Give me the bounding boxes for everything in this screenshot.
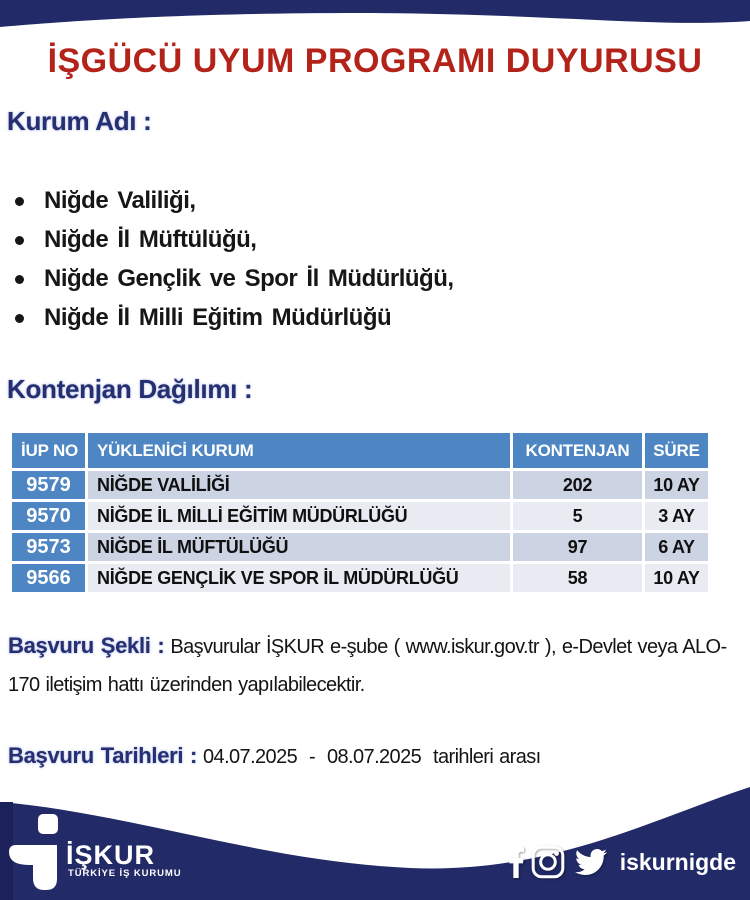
table-cell-iup-no: 9573 xyxy=(12,533,85,561)
application-dates-paragraph xyxy=(8,737,750,776)
table-cell-kontenjan: 5 xyxy=(513,502,642,530)
section-label-basvuru-tarihleri: Başvuru Tarihleri : xyxy=(8,743,198,768)
quota-table xyxy=(12,433,708,592)
application-dates-text: 04.07.2025 - 08.07.2025 tarihleri arası xyxy=(203,746,541,768)
table-cell-iup-no: 9570 xyxy=(12,502,85,530)
application-method-paragraph xyxy=(8,627,750,704)
table-cell-sure: 10 AY xyxy=(645,471,708,499)
list-item-text: Niğde İl Müftülüğü, xyxy=(44,226,257,253)
list-item-text: Niğde Gençlik ve Spor İl Müdürlüğü, xyxy=(44,265,454,292)
table-cell-kurum: NİĞDE GENÇLİK VE SPOR İL MÜDÜRLÜĞÜ xyxy=(88,564,510,592)
section-label-kurum-adi: Kurum Adı : xyxy=(7,106,152,136)
table-cell-sure: 6 AY xyxy=(645,533,708,561)
list-item xyxy=(12,220,652,259)
table-header-cell: İUP NO xyxy=(12,433,85,468)
table-cell-sure: 10 AY xyxy=(645,564,708,592)
iskur-logo-text: İŞKUR xyxy=(66,840,156,870)
bullet-icon xyxy=(15,236,24,245)
table-cell-iup-no: 9579 xyxy=(12,471,85,499)
iskur-logo-subtitle: TÜRKİYE İŞ KURUMU xyxy=(68,868,182,879)
page-title: İŞGÜCÜ UYUM PROGRAMI DUYURUSU xyxy=(47,42,703,80)
list-item xyxy=(12,259,652,298)
top-wave-band xyxy=(0,0,750,34)
bullet-icon xyxy=(15,197,24,206)
bullet-icon xyxy=(15,275,24,284)
table-cell-kontenjan: 202 xyxy=(513,471,642,499)
list-item xyxy=(12,298,652,337)
social-handle[interactable]: iskurnigde xyxy=(619,848,736,875)
table-cell-iup-no: 9566 xyxy=(12,564,85,592)
footer xyxy=(0,785,750,900)
application-method-text: Başvurular İŞKUR e-şube ( www.iskur.gov.tr ), e-Devlet veya ALO-170 iletişim hattı üzerinden yapılabilecektir. xyxy=(8,636,727,696)
section-label-basvuru-sekli: Başvuru Şekli : xyxy=(8,633,165,658)
table-cell-kurum: NİĞDE İL MÜFTÜLÜĞÜ xyxy=(88,533,510,561)
table-cell-kontenjan: 58 xyxy=(513,564,642,592)
twitter-icon[interactable] xyxy=(572,846,610,878)
table-cell-kontenjan: 97 xyxy=(513,533,642,561)
list-item-text: Niğde İl Milli Eğitim Müdürlüğü xyxy=(44,304,392,331)
table-header-cell: YÜKLENİCİ KURUM xyxy=(88,433,510,468)
table-header-cell: KONTENJAN xyxy=(513,433,642,468)
section-label-kontenjan: Kontenjan Dağılımı : xyxy=(7,374,253,404)
table-cell-kurum: NİĞDE İL MİLLİ EĞİTİM MÜDÜRLÜĞÜ xyxy=(88,502,510,530)
table-cell-sure: 3 AY xyxy=(645,502,708,530)
instagram-icon[interactable] xyxy=(531,845,565,879)
list-item-text: Niğde Valiliği, xyxy=(44,187,196,214)
list-item xyxy=(12,181,652,220)
bullet-icon xyxy=(15,314,24,323)
facebook-icon[interactable] xyxy=(508,845,524,879)
iskur-logo-icon xyxy=(8,811,60,895)
social-links xyxy=(508,845,736,879)
table-header-cell: SÜRE xyxy=(645,433,708,468)
table-cell-kurum: NİĞDE VALİLİĞİ xyxy=(88,471,510,499)
institution-list xyxy=(12,181,652,337)
